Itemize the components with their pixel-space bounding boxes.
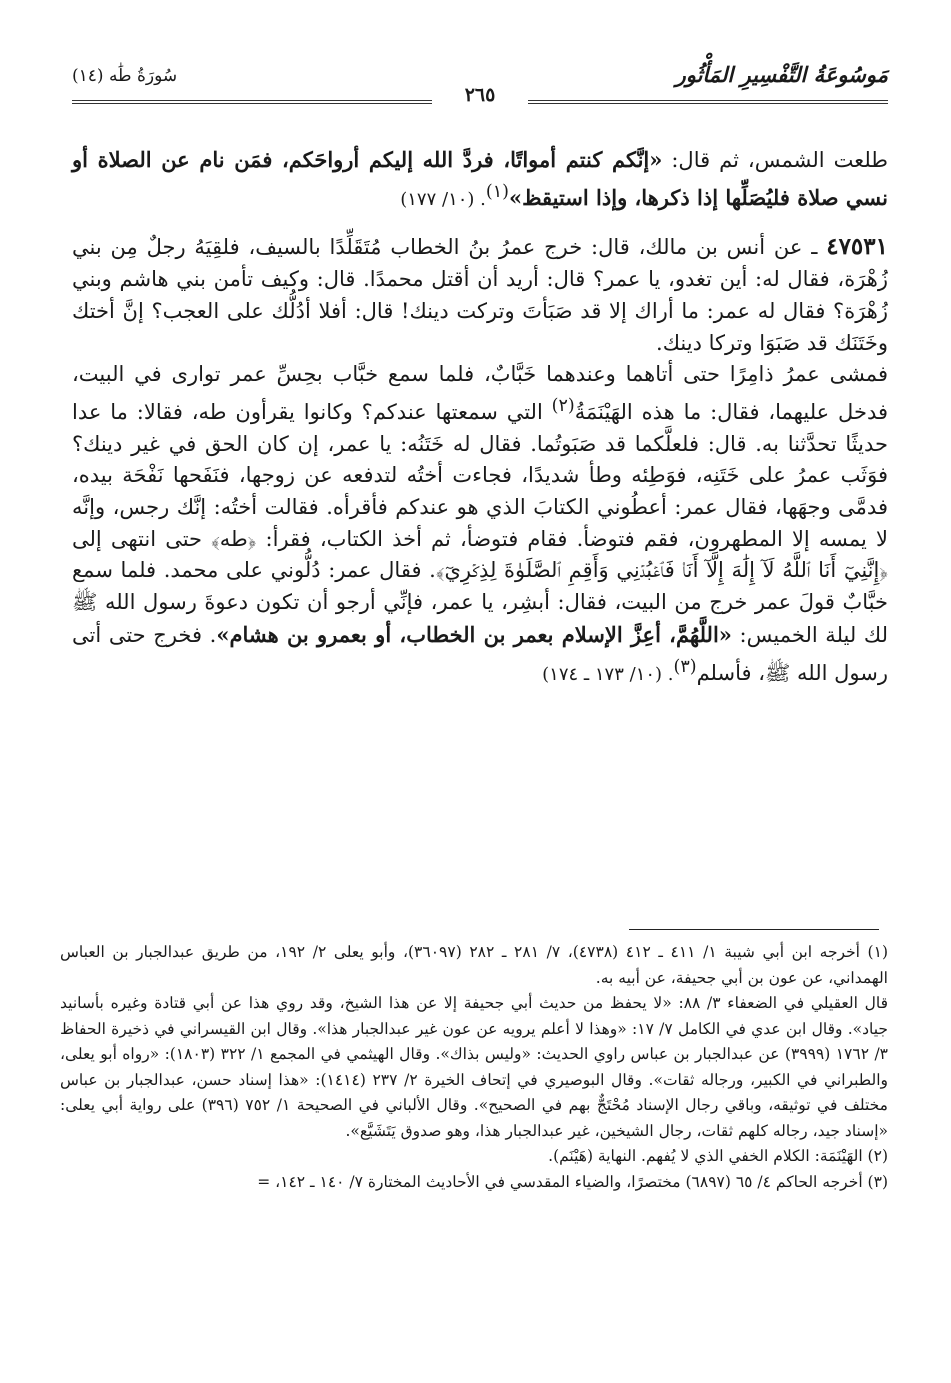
p2-text: ـ عن أنس بن مالك، قال: خرج عمرُ بنُ الخطاب مُتَقَلِّدًا بالسيف، فلقِيَهُ رجلٌ مِن بني زُهْرَة، فقال له: أين تغدو، يا عمر؟ قال: أريد أن أقتل محمدًا. قال: وكيف تأمن بني هاشم وبني زُهْرَة؟ فقال له عمر: ما أراك إلا قد صَبَأتَ وتركت دينك! قال: أفلا أدُلُّك على العجب؟ إنَّ أختك وخَتَنَك قد صَبَوَا وتركا دينك. bbox=[72, 235, 888, 355]
footnote-1-commentary: قال العقيلي في الضعفاء ٣/ ٨٨: «لا يحفظ من حديث أبي جحيفة إلا عن هذا الشيخ، وقد روي هذا عن أبي قتادة وغيره بأسانيد جياد». وقال ابن عدي في الكامل ٧/ ١٧: «وهذا لا أعلم يرويه عن عون غير عبدالجبار هذا». وقال ابن القيسراني في ذخيرة الحفاظ ٣/ ١٧٦٢ (٣٩٩٩) عن عبدالجبار بن عباس راوي الحديث: «وليس بذاك». وقال الهيثمي في المجمع ١/ ٣٢٢ (١٨٠٣): «رواه أبو يعلى، والطبراني في الكبير، ورجاله ثقات». وقال البوصيري في إتحاف الخيرة ٢/ ٢٣٧ (١٤١٤): «هذا إسناد حسن، عبدالجبار بن عباس مختلف في توثيقه، وباقي رجال الإسناد مُحْتَجٌّ بهم في الصحيح». وقال الألباني في الصحيحة ١/ ٧٥٢ (٣٩٦) على رواية أبي يعلى: «إسناد جيد، رجاله كلهم ثقات، رجال الشيخين، غير عبدالجبار هذا، وهو صدوق يَتَشَيَّع». bbox=[60, 994, 889, 1140]
p1-reference: . (١٠/ ١٧٧) bbox=[400, 188, 486, 210]
paragraph-1 bbox=[72, 144, 888, 215]
footnote-separator bbox=[629, 929, 879, 930]
footnote-2: (٢) الهَيْنَمَة: الكلام الخفي الذي لا يُفهم. النهاية (هَيْنَم). bbox=[548, 1147, 888, 1165]
p3-text-c: . فخرج حتى أتى رسول الله ﷺ، فأسلم bbox=[72, 622, 888, 685]
page-number-wrap bbox=[72, 84, 888, 106]
footnote-1: (١) أخرجه ابن أبي شيبة ١/ ٤١١ ـ ٤١٢ (٤٧٣٨)، ٧/ ٢٨١ ـ ٢٨٢ (٣٦٠٩٧)، وأبو يعلى ٢/ ١٩٢، من طريق عبدالجبار بن العباس الهمداني، عن عون بن أبي جحيفة، عن أبيه به. bbox=[60, 943, 888, 987]
p1-intro: طلعت الشمس، ثم قال: bbox=[662, 148, 888, 172]
p3-text-b: التي سمعتها عندكم؟ وكانوا يقرأون طه، فقالا: ما عدا حديثًا تحدَّثنا به. قال: فلعلَّكما قد صَبَوتُما. فقال له خَتَنُه: يا عمر، إن كان الحق في غير دينك؟ فوَثَب عمرُ على خَتَنِه، فوَطِئه وطأ شديدًا، فجاءت أختُه لتدفعه عن زوجها، فنَفَحها نَفْحَة بيده، فدمَّى وجهَها، فقال عمر: أعطُوني الكتابَ الذي هو عندكم فأقرأه. فقالت أختُه: إنَّك رجس، وإنَّه لا يمسه إلا المطهرون، فقم فتوضأ. فقام فتوضأ، ثم أخذ الكتاب، فقرأ: ﴿طه﴾ حتى انتهى إلى ﴿إِنَّنِيٓ أَنَا ٱللَّهُ لَآ إِلَٰهَ إِلَّآ أَنَا۠ فَٱعۡبُدۡنِي وَأَقِمِ ٱلصَّلَوٰةَ لِذِكۡرِيٓ﴾. فقال عمر: دُلُّوني على محمد. فلما سمع خبَّابٌ قولَ عمر خرج من البيت، فقال: أبشِر، يا عمر، فإنِّي أرجو أن تكون دعوةَ رسول الله ﷺ لك ليلة الخميس: bbox=[72, 399, 888, 647]
paragraph-3 bbox=[72, 359, 888, 690]
p1-hadith-quote: «إنَّكم كنتم أمواتًا، فردَّ الله إليكم أرواحَكم، فمَن نام عن الصلاة أو نسي صلاة فليُصَلِّها إذا ذكرها، وإذا استيقظ» bbox=[72, 147, 888, 210]
p3-reference: . (١٠/ ١٧٣ ـ ١٧٤) bbox=[542, 663, 674, 685]
footnote-ref-3[interactable]: (٣) bbox=[673, 656, 697, 677]
surah-title: سُورَةُ طَٰه (١٤) bbox=[72, 66, 178, 86]
p3-dua-quote: «اللَّهُمَّ، أعِزَّ الإسلام بعمر بن الخطاب، أو بعمرو بن هشام» bbox=[216, 621, 732, 647]
paragraph-2 bbox=[72, 231, 888, 359]
main-text bbox=[72, 144, 888, 690]
book-title: مَوسُوعَةُ التَّفْسِيرِ المَأْثُور bbox=[675, 62, 888, 87]
page-header bbox=[72, 62, 888, 106]
footnotes bbox=[60, 940, 888, 1195]
footnote-3: (٣) أخرجه الحاكم ٤/ ٦٥ (٦٨٩٧) مختصرًا، والضياء المقدسي في الأحاديث المختارة ٧/ ١٤٠ ـ ١٤٢، = bbox=[257, 1172, 888, 1191]
hadith-number: ٤٧٥٣١ bbox=[826, 233, 888, 261]
footnote-ref-2[interactable]: (٢) bbox=[551, 395, 575, 416]
footnote-ref-1[interactable]: (١) bbox=[485, 181, 509, 202]
p3-text-a: فمشى عمرُ ذامِرًا حتى أتاهما وعندهما خَبَّابٌ، فلما سمع خبَّاب بحِسِّ عمر توارى في البيت، فدخل عليهما، فقال: ما هذه الهَيْنَمَةُ bbox=[72, 362, 889, 424]
page-number: ٢٦٥ bbox=[451, 84, 510, 106]
